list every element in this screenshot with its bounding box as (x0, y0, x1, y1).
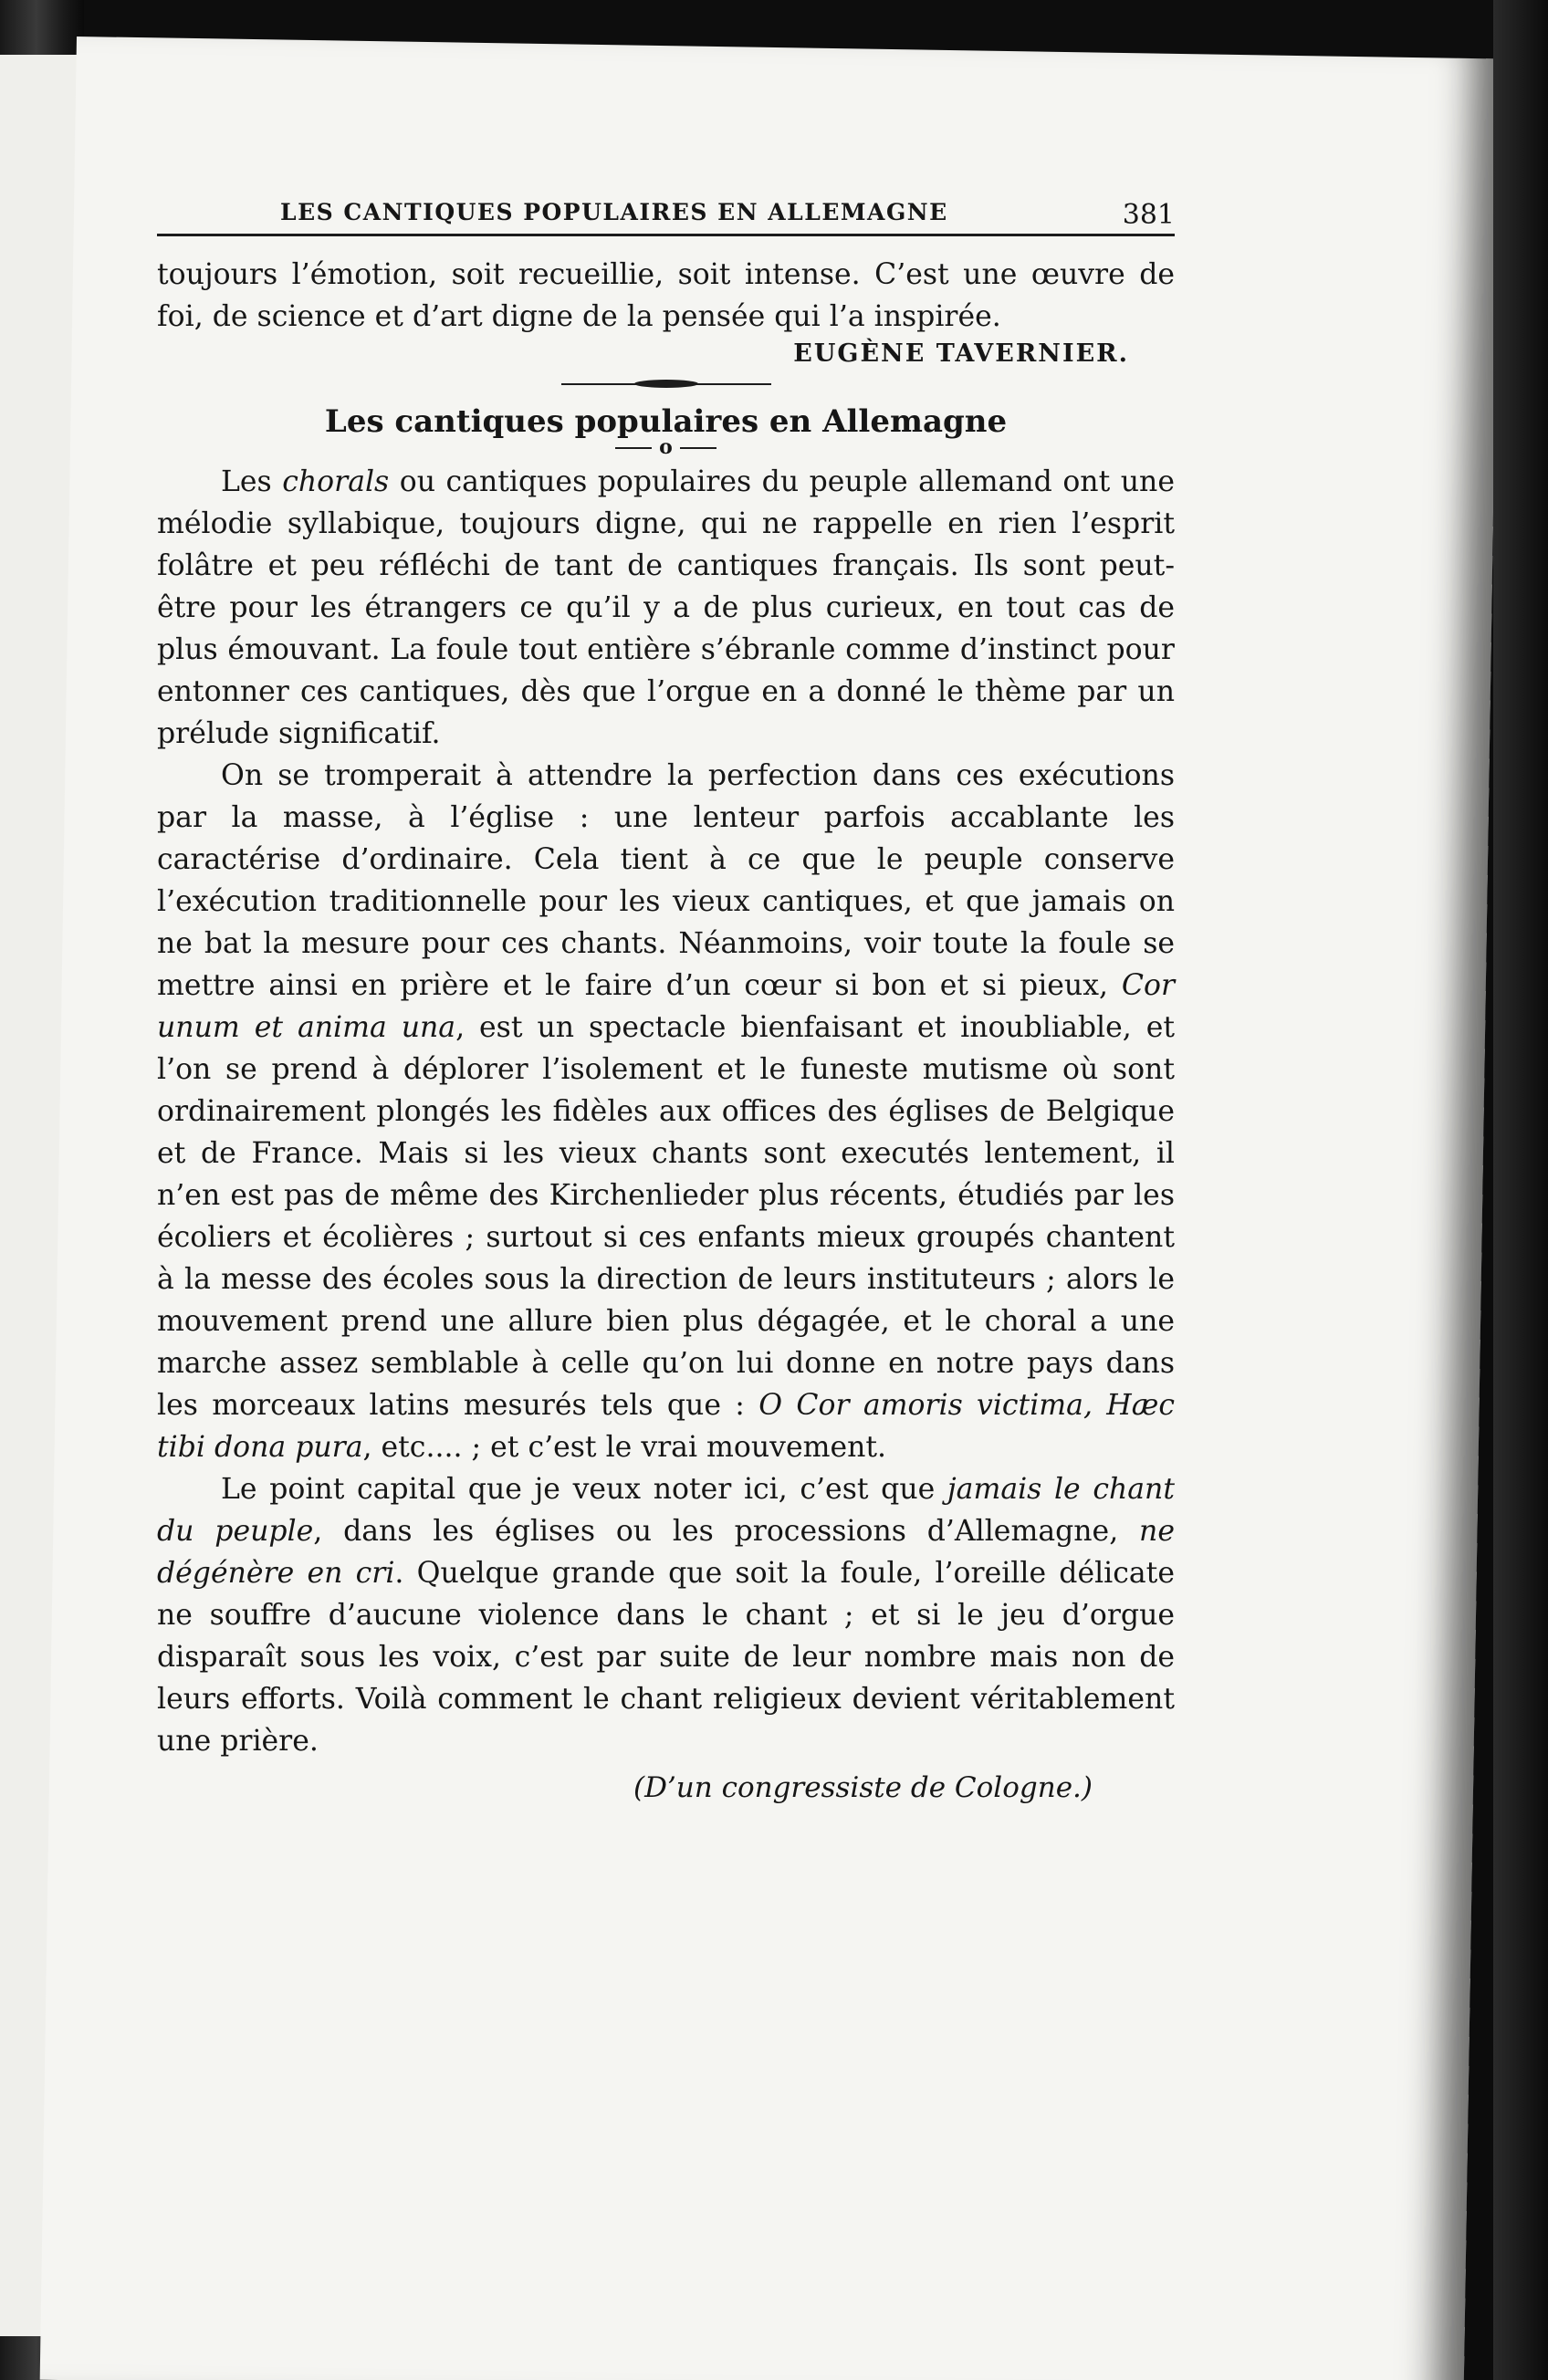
separator-rule-right (680, 447, 716, 449)
p2-a: On se tromperait à attendre la perfection dans ces exécutions par la masse, à l’église : une lenteur parfois accablante les caractérise d’ordinaire. Cela tient à ce que le peuple conserve l’exécution traditionnelle pour les vieux cantiques, et que jamais on ne bat la mesure pour ces chants. Néanmoins, voir toute la foule se mettre ainsi en prière et le faire d’un cœur si bon et si pieux, (157, 759, 1175, 1002)
page-stack-edge (1493, 0, 1548, 2380)
title-separator (157, 436, 1175, 459)
separator-rule-left (615, 447, 652, 449)
p3-a: Le point capital que je veux noter ici, c’est que (221, 1473, 947, 1506)
article-credit: (D’un congressiste de Cologne.) (633, 1771, 1093, 1804)
paragraph-2 (157, 755, 1175, 1468)
p1-rest: ou cantiques populaires du peuple allemand ont une mélodie syllabique, toujours digne, qui ne rappelle en rien l’esprit folâtre et peu réfléchi de tant de cantiques français. Ils sont peut-être pour les étrangers ce qu’il y a de plus curieux, en tout cas de plus émouvant. La foule tout entière s’ébranle comme d’instinct pour entonner ces cantiques, dès que l’orgue en a donné le thème par un prélude significatif. (157, 465, 1175, 750)
running-title: LES CANTIQUES POPULAIRES EN ALLEMAGNE (280, 199, 948, 225)
p2-b: , est un spectacle bienfaisant et inoubliable, et l’on se prend à déplorer l’isolement et le funeste mutisme où sont ordinairement plongés les fidèles aux offices des églises de Belgique et de France. Mais si les vieux chants sont executés lentement, il n’en est pas de même des Kirchenlieder plus récents, étudiés par les écoliers et écolières ; surtout si ces enfants mieux groupés chantent à la messe des écoles sous la direction de leurs instituteurs ; alors le mouvement prend une allure bien plus dégagée, et le choral a une marche assez semblable à celle qu’on lui donne en notre pays dans les morceaux latins mesurés tels que : (157, 1011, 1176, 1422)
paragraph-3 (157, 1468, 1175, 1762)
p2-italic-1: Cor unum et anima una (157, 969, 1175, 1044)
author-signature: EUGÈNE TAVERNIER. (793, 339, 1129, 368)
article-title: Les cantiques populaires en Allemagne (324, 403, 1008, 440)
p3-c: . Quelque grande que soit la foule, l’oreille délicate ne souffre d’aucune violence dans le chant ; et si le jeu d’orgue disparaît sous les voix, c’est par suite de leur nombre mais non de leurs efforts. Voilà comment le chant religieux devient véritablement une prière. (157, 1557, 1175, 1758)
page-number: 381 (1122, 199, 1175, 231)
p1-italic: chorals (282, 465, 390, 498)
p2-italic-2: O Cor amoris victima, Hæc tibi dona pura (157, 1389, 1175, 1464)
separator-mark: o (659, 435, 673, 459)
p3-b: , dans les églises ou les processions d’Allemagne, (313, 1515, 1140, 1548)
p3-italic-1: jamais le chant du peuple (157, 1473, 1175, 1548)
p1-lead: Les (221, 465, 283, 498)
header-rule (157, 234, 1175, 236)
running-head (157, 199, 1175, 245)
ornamental-divider (561, 378, 771, 391)
page-content (157, 199, 1175, 1808)
p3-italic-2: ne dégénère en cri (157, 1515, 1175, 1590)
paragraph-1 (157, 461, 1175, 755)
previous-article-ending: toujours l’émotion, soit recueillie, soit intense. C’est une œuvre de foi, de science et d’art digne de la pensée qui l’a inspirée. (157, 258, 1175, 333)
p2-c: , etc.... ; et c’est le vrai mouvement. (362, 1431, 887, 1464)
ornament-center (634, 380, 698, 388)
